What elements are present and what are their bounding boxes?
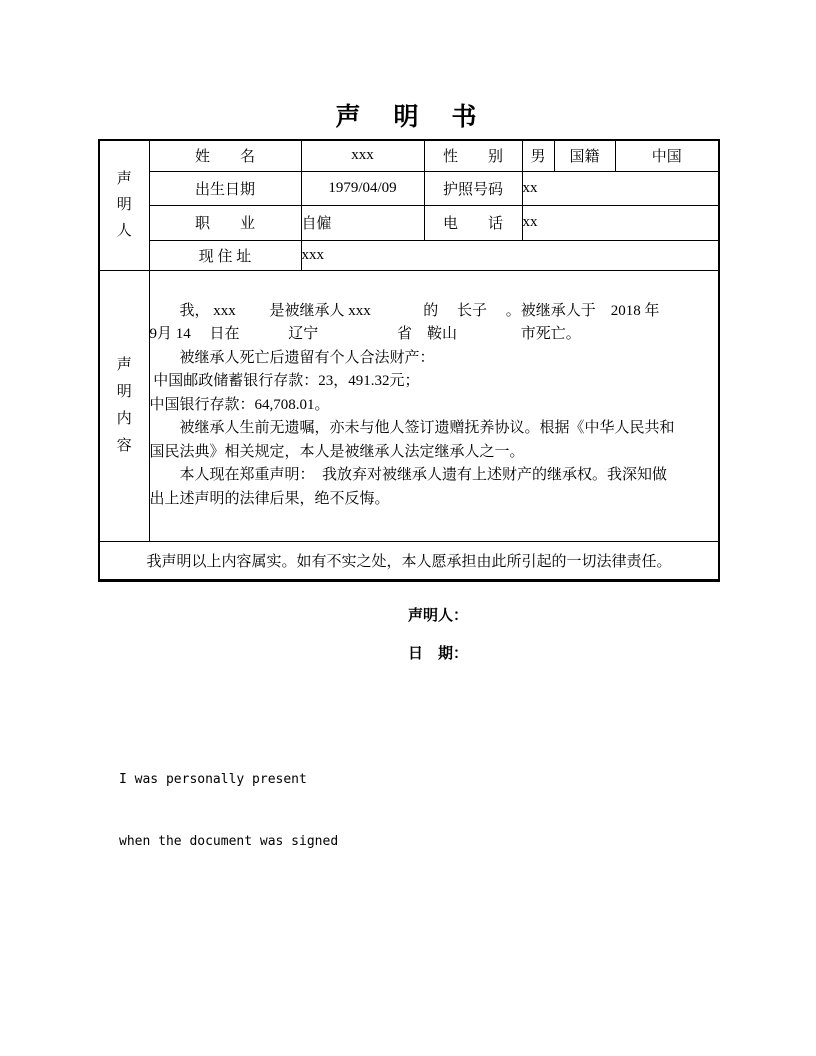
content-side-char: 明 xyxy=(116,383,132,400)
row-declaration-content xyxy=(99,270,719,541)
birth-date-label: 出生日期 xyxy=(149,171,301,205)
row-address xyxy=(99,240,719,270)
row-affirmation xyxy=(99,541,719,580)
occupation-value: 自僱 xyxy=(301,205,424,240)
content-line: 我， xxx 是被继承人 xxx 的 长子 。被继承人于 2018 年 xyxy=(149,302,660,319)
row-birth-passport xyxy=(99,171,719,205)
row-name-gender-nationality xyxy=(99,140,719,171)
address-label: 现 住 址 xyxy=(149,240,301,270)
document-title: 声 明 书 xyxy=(335,104,481,131)
content-section-label xyxy=(99,270,149,541)
declarant-side-char: 声 xyxy=(116,171,132,188)
content-line: 国民法典》相关规定，本人是被继承人法定继承人之一。 xyxy=(149,443,525,460)
notary-note-line1: I was personally present xyxy=(119,772,307,787)
declaration-content-cell xyxy=(149,270,719,541)
birth-date-value: 1979/04/09 xyxy=(301,171,424,205)
content-line: 中国邮政储蓄银行存款：23，491.32元； xyxy=(149,373,420,390)
content-line: 被继承人死亡后遗留有个人合法财产： xyxy=(149,349,435,366)
signature-declarant-label: 声明人： xyxy=(408,608,469,624)
name-value: xxx xyxy=(301,140,424,171)
gender-value: 男 xyxy=(522,140,554,171)
nationality-label: 国籍 xyxy=(554,140,615,171)
declarant-side-char: 明 xyxy=(116,197,132,214)
occupation-label: 职 业 xyxy=(149,205,301,240)
phone-label: 电 话 xyxy=(424,205,522,240)
declarant-section-label xyxy=(99,140,149,270)
content-side-char: 声 xyxy=(116,356,132,373)
notary-witness-note xyxy=(119,729,338,893)
signature-date-label: 日 期： xyxy=(408,646,469,662)
content-line: 中国银行存款：64,708.01。 xyxy=(149,396,330,413)
passport-number-value: xx xyxy=(522,171,719,205)
content-side-char: 内 xyxy=(116,410,132,427)
passport-number-label: 护照号码 xyxy=(424,171,522,205)
address-value: xxx xyxy=(301,240,719,270)
declaration-form-table xyxy=(98,139,720,582)
content-line: 被继承人生前无遗嘱，亦未与他人签订遗赠抚养协议。根据《中华人民共和 xyxy=(149,420,675,437)
notary-note-line2: when the document was signed xyxy=(119,833,339,849)
phone-value: xx xyxy=(522,205,719,240)
gender-label: 性 别 xyxy=(424,140,522,171)
declarant-side-char: 人 xyxy=(116,223,132,240)
nationality-value: 中国 xyxy=(615,140,719,171)
name-label: 姓 名 xyxy=(149,140,301,171)
affirmation-statement: 我声明以上内容属实。如有不实之处，本人愿承担由此所引起的一切法律责任。 xyxy=(99,541,719,580)
content-line: 9月 14 日在 辽宁 省 鞍山 市死亡。 xyxy=(149,326,581,343)
content-side-char: 容 xyxy=(116,437,132,454)
row-occupation-phone xyxy=(99,205,719,240)
content-line: 本人现在郑重声明： 我放弃对被继承人遗有上述财产的继承权。我深知做 xyxy=(149,467,668,484)
content-line: 出上述声明的法律后果，绝不反悔。 xyxy=(149,490,390,507)
